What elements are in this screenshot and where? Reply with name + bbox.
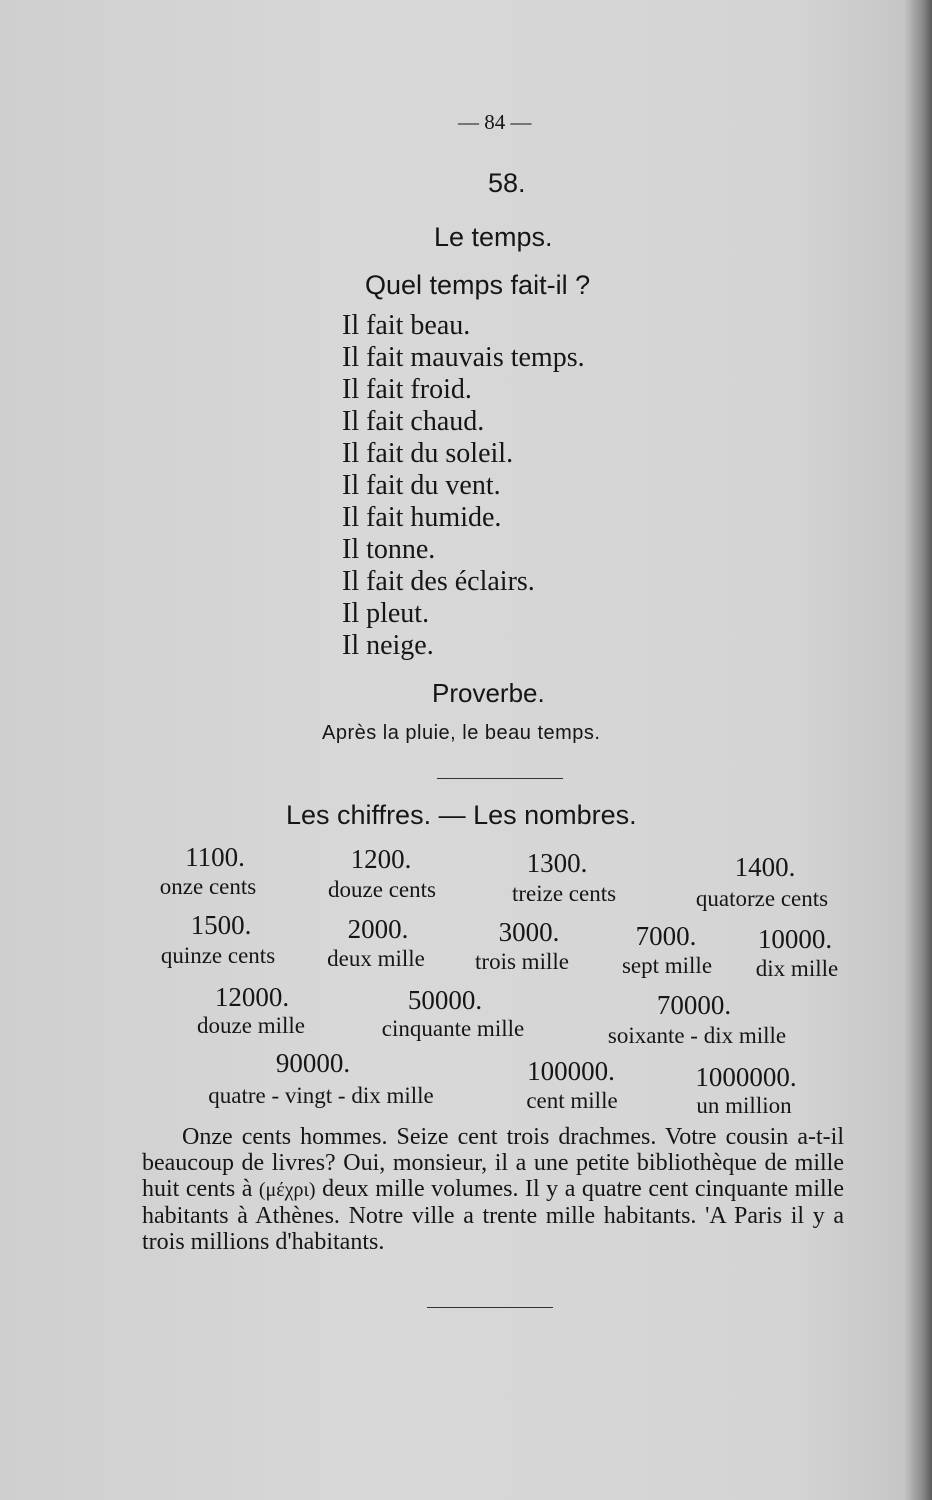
weather-phrase: Il fait chaud. — [342, 406, 485, 437]
proverb-title: Proverbe. — [432, 678, 545, 708]
number-word: quatorze cents — [695, 886, 829, 911]
number-figure: 50000. — [407, 985, 483, 1015]
weather-phrase: Il neige. — [342, 630, 434, 661]
number-figure: 1100. — [185, 842, 245, 872]
number-figure: 7000. — [635, 921, 697, 951]
page-number: — 84 — — [458, 110, 532, 134]
number-figure: 1500. — [190, 910, 252, 940]
number-word: quatre - vingt - dix mille — [208, 1083, 434, 1108]
number-figure: 100000. — [527, 1056, 615, 1086]
lesson-subtitle: Quel temps fait-il ? — [365, 270, 591, 300]
section-divider — [427, 1307, 553, 1308]
paragraph-text: deux mille volumes. Il y a quatre cent cinquante mille habitants à Athènes. Notre ville a trente mille habitants. 'A Paris il y a trois millions d'habitants. — [142, 1176, 845, 1255]
section-divider — [437, 778, 563, 779]
number-figure: 1400. — [734, 852, 796, 882]
weather-phrase: Il fait du vent. — [342, 470, 501, 501]
number-figure: 2000. — [347, 914, 409, 944]
weather-phrase: Il tonne. — [342, 534, 436, 565]
weather-phrase: Il fait beau. — [342, 310, 471, 341]
number-figure: 1300. — [526, 848, 588, 878]
number-word: soixante - dix mille — [607, 1023, 787, 1048]
number-figure: 10000. — [757, 924, 833, 954]
number-word: cent mille — [526, 1088, 618, 1113]
number-figure: 1200. — [350, 844, 412, 874]
weather-phrase: Il fait froid. — [342, 374, 472, 405]
number-word: douze mille — [197, 1013, 305, 1038]
paragraph-text: Onze cents hommes. Seize cent trois drachmes. Votre cousin a-t-il beaucoup de livres? Oui, monsieur, il a une petite bibliothèque de mille huit cents à — [142, 1124, 844, 1202]
number-word: cinquante mille — [381, 1016, 525, 1041]
number-figure: 90000. — [275, 1048, 351, 1078]
lesson-number: 58. — [488, 168, 526, 198]
example-paragraph — [142, 1124, 844, 1255]
proverb-text: Après la pluie, le beau temps. — [322, 722, 601, 744]
weather-phrase: Il fait du soleil. — [342, 438, 514, 469]
lesson-title: Le temps. — [434, 222, 553, 252]
weather-phrase: Il fait mauvais temps. — [342, 342, 585, 373]
number-figure: 3000. — [498, 917, 560, 947]
numbers-section-title: Les chiffres. — Les nombres. — [286, 800, 637, 830]
weather-phrase: Il fait humide. — [342, 502, 502, 533]
number-word: treize cents — [511, 881, 617, 906]
number-word: deux mille — [327, 946, 425, 971]
number-word: sept mille — [621, 953, 713, 978]
number-word: un million — [696, 1093, 792, 1118]
number-figure: 12000. — [214, 982, 290, 1012]
number-word: onze cents — [159, 874, 257, 899]
number-word: quinze cents — [160, 943, 276, 968]
number-word: trois mille — [475, 949, 569, 974]
weather-phrase-list — [342, 310, 585, 662]
number-word: dix mille — [755, 956, 839, 981]
weather-phrase: Il fait des éclairs. — [342, 566, 535, 597]
number-word: douze cents — [328, 877, 436, 902]
greek-gloss: (μέχρι) — [258, 1179, 316, 1201]
number-figure: 70000. — [656, 990, 732, 1020]
weather-phrase: Il pleut. — [342, 598, 430, 629]
number-figure: 1000000. — [695, 1062, 797, 1092]
